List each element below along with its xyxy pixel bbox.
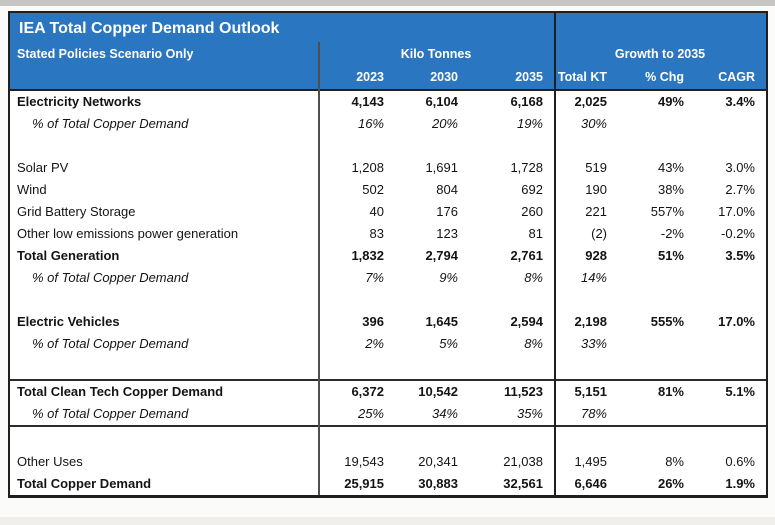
cell: 519 <box>585 160 607 175</box>
cell: 38% <box>657 182 684 197</box>
cell: 5,151 <box>574 384 607 399</box>
cell: 2,794 <box>425 248 458 263</box>
cell: 32,561 <box>503 476 543 491</box>
cell: 21,038 <box>503 454 543 469</box>
table-title: IEA Total Copper Demand Outlook <box>19 20 280 37</box>
cell: 396 <box>362 314 384 329</box>
cell: 221 <box>585 204 607 219</box>
scenario-label: Stated Policies Scenario Only <box>17 47 194 61</box>
cell: 6,104 <box>425 94 458 109</box>
cell: 20,341 <box>418 454 458 469</box>
title-row-right-section <box>554 13 766 44</box>
title-row <box>10 13 766 42</box>
group-header-kilo-tonnes: Kilo Tonnes <box>400 47 472 61</box>
cell <box>618 403 695 425</box>
row-label: Total Copper Demand <box>17 476 152 491</box>
col-header-total-kt: Total KT <box>557 70 607 84</box>
cell: 8% <box>665 454 684 469</box>
cell: 16% <box>357 116 384 131</box>
cell: 1,728 <box>510 160 543 175</box>
row-label: Other Uses <box>17 454 83 469</box>
col-header-2035: 2035 <box>515 70 543 84</box>
row-label: Grid Battery Storage <box>17 204 136 219</box>
cell: 4,143 <box>351 94 384 109</box>
page-top-strip <box>0 0 775 6</box>
cell: 176 <box>436 204 458 219</box>
cell: 30,883 <box>418 476 458 491</box>
cell: (2) <box>591 226 607 241</box>
table-row-total-generation <box>10 245 766 267</box>
column-header-row <box>10 66 766 89</box>
cell: 14% <box>580 270 607 285</box>
table-row-pct-of-total <box>10 113 766 135</box>
cell <box>618 267 695 289</box>
cell: 19,543 <box>344 454 384 469</box>
cell: 17.0% <box>718 204 755 219</box>
cell: 25% <box>357 406 384 421</box>
cell: 2,025 <box>574 94 607 109</box>
table-row-solar-pv <box>10 157 766 179</box>
row-label: % of Total Copper Demand <box>32 270 189 285</box>
cell: 0.6% <box>725 454 755 469</box>
cell <box>695 403 766 425</box>
cell: 9% <box>439 270 458 285</box>
row-label: Electric Vehicles <box>17 314 120 329</box>
cell: 2,761 <box>510 248 543 263</box>
table-body <box>10 91 766 495</box>
cell: 30% <box>580 116 607 131</box>
cell: 20% <box>431 116 458 131</box>
table-row-pct-of-total <box>10 267 766 289</box>
cell: 6,646 <box>574 476 607 491</box>
cell: 35% <box>516 406 543 421</box>
col-header-blank <box>10 66 318 89</box>
cell: 502 <box>362 182 384 197</box>
cell: 51% <box>657 248 684 263</box>
cell: 1,691 <box>425 160 458 175</box>
table-row-total-copper-demand <box>10 473 766 495</box>
table-row-pct-of-total <box>10 333 766 355</box>
cell: 1,495 <box>574 454 607 469</box>
table-header <box>10 13 766 91</box>
row-label: % of Total Copper Demand <box>32 406 189 421</box>
cell: -2% <box>660 226 684 241</box>
spacer-row-section-divider <box>10 355 766 381</box>
cell: 26% <box>657 476 684 491</box>
cell: 8% <box>524 336 543 351</box>
cell: 557% <box>650 204 684 219</box>
cell: 2% <box>365 336 384 351</box>
cell: 5% <box>439 336 458 351</box>
cell: 260 <box>521 204 543 219</box>
cell: 190 <box>585 182 607 197</box>
cell: 7% <box>365 270 384 285</box>
table-row-pct-of-total <box>10 403 766 427</box>
cell: 78% <box>580 406 607 421</box>
spacer-row <box>10 289 766 311</box>
cell: 8% <box>524 270 543 285</box>
cell: 692 <box>521 182 543 197</box>
vertical-divider-kilotonnes-growth <box>554 13 556 495</box>
cell: 43% <box>657 160 684 175</box>
cell <box>695 267 766 289</box>
row-label: % of Total Copper Demand <box>32 336 189 351</box>
cell: 1.9% <box>725 476 755 491</box>
cell: 40 <box>369 204 384 219</box>
table-row-other-low-emissions <box>10 223 766 245</box>
cell: 2,594 <box>510 314 543 329</box>
group-header-row <box>10 42 766 66</box>
table-row-total-clean-tech <box>10 381 766 403</box>
cell: 123 <box>436 226 458 241</box>
cell: 2,198 <box>574 314 607 329</box>
table-row-other-uses <box>10 451 766 473</box>
vertical-divider-labels-kilotonnes <box>318 42 320 495</box>
col-header-2030: 2030 <box>430 70 458 84</box>
table-row-wind <box>10 179 766 201</box>
cell: 33% <box>580 336 607 351</box>
cell: 81 <box>528 226 543 241</box>
copper-demand-table <box>8 11 768 498</box>
cell: 1,832 <box>351 248 384 263</box>
cell: 804 <box>436 182 458 197</box>
col-header-pct-chg: % Chg <box>645 70 684 84</box>
row-label: % of Total Copper Demand <box>32 116 189 131</box>
row-label: Wind <box>17 182 47 197</box>
page-bottom-strip <box>0 517 775 525</box>
cell: 3.5% <box>725 248 755 263</box>
cell <box>695 113 766 135</box>
col-header-2023: 2023 <box>356 70 384 84</box>
cell <box>695 333 766 355</box>
row-label: Solar PV <box>17 160 69 175</box>
row-label: Electricity Networks <box>17 94 142 109</box>
table-row-grid-battery-storage <box>10 201 766 223</box>
table-row-electricity-networks <box>10 91 766 113</box>
cell: 10,542 <box>418 384 458 399</box>
cell: 3.4% <box>725 94 755 109</box>
cell: 83 <box>369 226 384 241</box>
spacer-row <box>10 135 766 157</box>
cell: 1,208 <box>351 160 384 175</box>
cell <box>618 333 695 355</box>
cell: 6,168 <box>510 94 543 109</box>
cell: 6,372 <box>351 384 384 399</box>
group-header-growth-to-2035: Growth to 2035 <box>614 47 706 61</box>
cell: 3.0% <box>725 160 755 175</box>
cell: 928 <box>585 248 607 263</box>
cell: 17.0% <box>718 314 755 329</box>
cell: 555% <box>650 314 684 329</box>
cell: 11,523 <box>503 384 543 399</box>
row-label: Other low emissions power generation <box>17 226 239 241</box>
cell: 5.1% <box>725 384 755 399</box>
spacer-row <box>10 427 766 451</box>
cell <box>618 113 695 135</box>
cell: 49% <box>657 94 684 109</box>
cell: 19% <box>516 116 543 131</box>
cell: 1,645 <box>425 314 458 329</box>
row-label: Total Generation <box>17 248 120 263</box>
cell: 2.7% <box>725 182 755 197</box>
col-header-cagr: CAGR <box>718 70 755 84</box>
cell: 25,915 <box>344 476 384 491</box>
cell: -0.2% <box>721 226 755 241</box>
cell: 34% <box>431 406 458 421</box>
row-label: Total Clean Tech Copper Demand <box>17 384 224 399</box>
cell: 81% <box>657 384 684 399</box>
table-row-electric-vehicles <box>10 311 766 333</box>
